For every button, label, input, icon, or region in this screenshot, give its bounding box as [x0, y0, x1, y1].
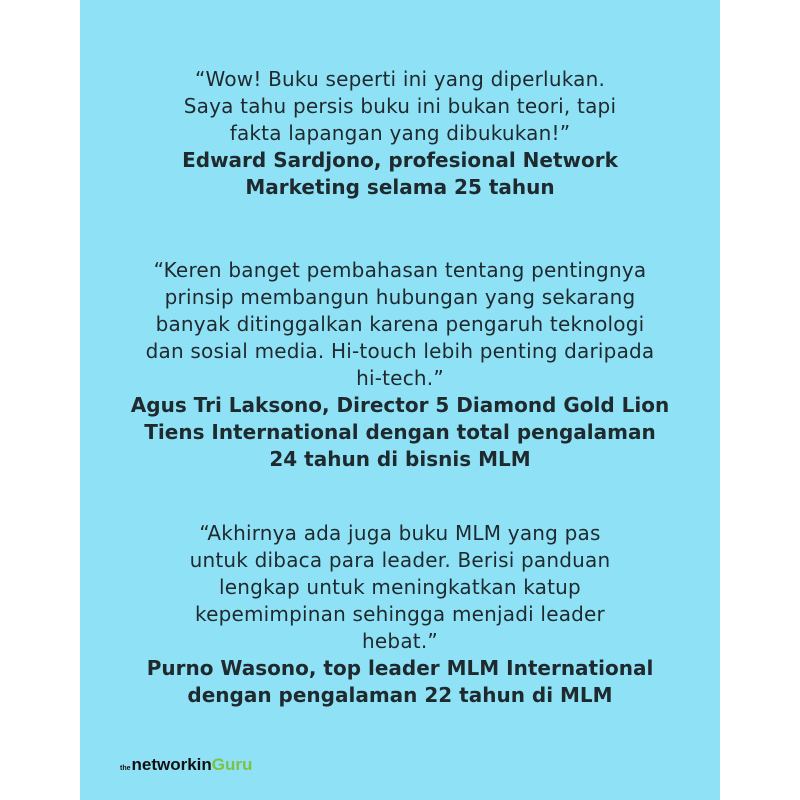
quote-line: Saya tahu persis buku ini bukan teori, tapi	[183, 94, 617, 118]
author-line: Edward Sardjono, profesional Network	[182, 148, 618, 172]
quote-line: fakta lapangan yang dibukukan!”	[229, 121, 571, 145]
brand-name-accent: Guru	[211, 755, 253, 774]
quote-line: untuk dibaca para leader. Berisi panduan	[189, 548, 611, 572]
quote-line: hebat.”	[362, 629, 438, 653]
testimonial-page	[80, 0, 720, 800]
author-line: dengan pengalaman 22 tahun di MLM	[187, 683, 613, 707]
quote-line: “Wow! Buku seperti ini yang diperlukan.	[194, 67, 606, 91]
brand-prefix: the	[120, 765, 131, 772]
quote-line: lengkap untuk meningkatkan katup	[219, 575, 581, 599]
quote-line: prinsip membangun hubungan yang sekarang	[164, 285, 636, 309]
quote-line: “Akhirnya ada juga buku MLM yang pas	[199, 521, 601, 545]
quote-line: kepemimpinan sehingga menjadi leader	[195, 602, 605, 626]
author-line: Tiens International dengan total pengalaman	[144, 420, 656, 444]
testimonial-1	[80, 66, 720, 201]
quote-line: dan sosial media. Hi-touch lebih penting daripada	[145, 339, 655, 363]
author-line: Purno Wasono, top leader MLM International	[146, 656, 654, 680]
author-line: Marketing selama 25 tahun	[245, 175, 555, 199]
testimonial-2	[80, 257, 720, 473]
testimonial-3	[80, 520, 720, 709]
quote-line: “Keren banget pembahasan tentang pentingnya	[153, 258, 647, 282]
author-line: 24 tahun di bisnis MLM	[269, 447, 531, 471]
brand-logo	[120, 755, 252, 775]
author-line: Agus Tri Laksono, Director 5 Diamond Gold Lion	[130, 393, 670, 417]
quote-line: hi-tech.”	[356, 366, 444, 390]
quote-line: banyak ditinggalkan karena pengaruh teknologi	[155, 312, 645, 336]
brand-name-main: networkin	[131, 755, 212, 774]
